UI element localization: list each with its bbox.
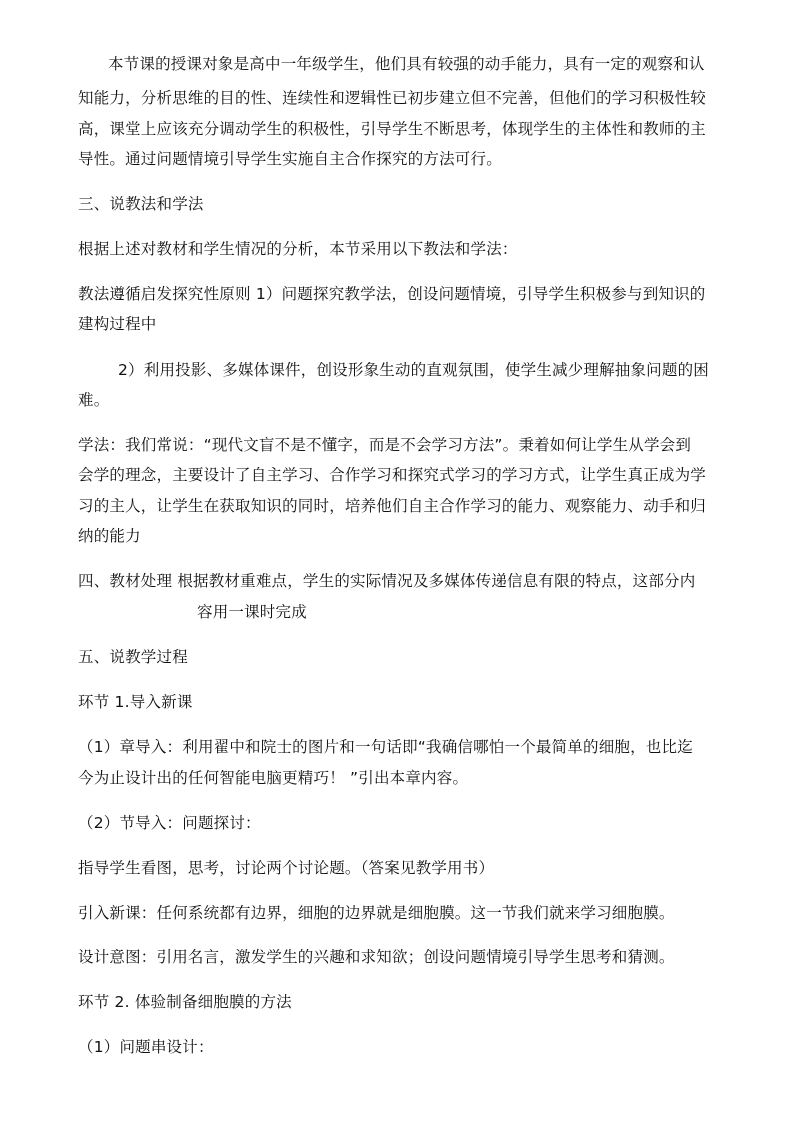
- paragraph-line: 本节课的授课对象是高中一年级学生，他们具有较强的动手能力，具有一定的观察和认: [108, 55, 705, 73]
- paragraph-line: 教法遵循启发探究性原则 1）问题探究教学法，创设问题情境，引导学生积极参与到知识的: [78, 285, 706, 303]
- paragraph-line: 设计意图：引用名言，激发学生的兴趣和求知欲；创设问题情境引导学生思考和猜测。: [78, 948, 675, 966]
- paragraph-line: 难。: [78, 391, 110, 409]
- paragraph-line: 2）利用投影、多媒体课件，创设形象生动的直观氛围，使学生减少理解抽象问题的困: [118, 361, 709, 379]
- paragraph-line: 高，课堂上应该充分调动学生的积极性，引导学生不断思考，体现学生的主体性和教师的主: [78, 120, 707, 138]
- paragraph-line: 会学的理念，主要设计了自主学习、合作学习和探究式学习的学习方式，让学生真正成为学: [78, 466, 707, 484]
- subsection-heading: 环节 2. 体验制备细胞膜的方法: [78, 993, 292, 1011]
- paragraph-line: 知能力，分析思维的目的性、连续性和逻辑性已初步建立但不完善，但他们的学习积极性较: [78, 89, 707, 107]
- paragraph-line: 导性。通过问题情境引导学生实施自主合作探究的方法可行。: [78, 150, 502, 168]
- paragraph-line: 根据上述对教材和学生情况的分析，本节采用以下教法和学法：: [78, 240, 518, 258]
- paragraph-line: 容用一课时完成: [197, 603, 307, 621]
- paragraph-line: （2）节导入：问题探讨：: [78, 814, 261, 832]
- subsection-heading: 环节 1.导入新课: [78, 693, 193, 711]
- paragraph-line: 学法：我们常说：“现代文盲不是不懂字，而是不会学习方法”。秉着如何让学生从学会到: [78, 436, 692, 454]
- paragraph-line: 今为止设计出的任何智能电脑更精巧！ ”引出本章内容。: [78, 769, 469, 787]
- section-heading: 三、说教法和学法: [78, 195, 204, 213]
- paragraph-line: 纳的能力: [78, 527, 141, 545]
- paragraph-line: 引入新课：任何系统都有边界，细胞的边界就是细胞膜。这一节我们就来学习细胞膜。: [78, 904, 675, 922]
- paragraph-line: 习的主人，让学生在获取知识的同时，培养他们自主合作学习的能力、观察能力、动手和归: [78, 497, 707, 515]
- section-heading: 五、说教学过程: [78, 648, 188, 666]
- paragraph-line: 建构过程中: [78, 315, 157, 333]
- paragraph-line: （1）问题串设计：: [78, 1038, 214, 1056]
- paragraph-line: 指导学生看图，思考，讨论两个讨论题。（答案见教学用书）: [78, 859, 495, 877]
- section-heading: 四、教材处理 根据教材重难点，学生的实际情况及多媒体传递信息有限的特点，这部分内: [78, 572, 696, 590]
- paragraph-line: （1）章导入：利用翟中和院士的图片和一句话即“我确信哪怕一个最简单的细胞，也比迄: [78, 738, 693, 756]
